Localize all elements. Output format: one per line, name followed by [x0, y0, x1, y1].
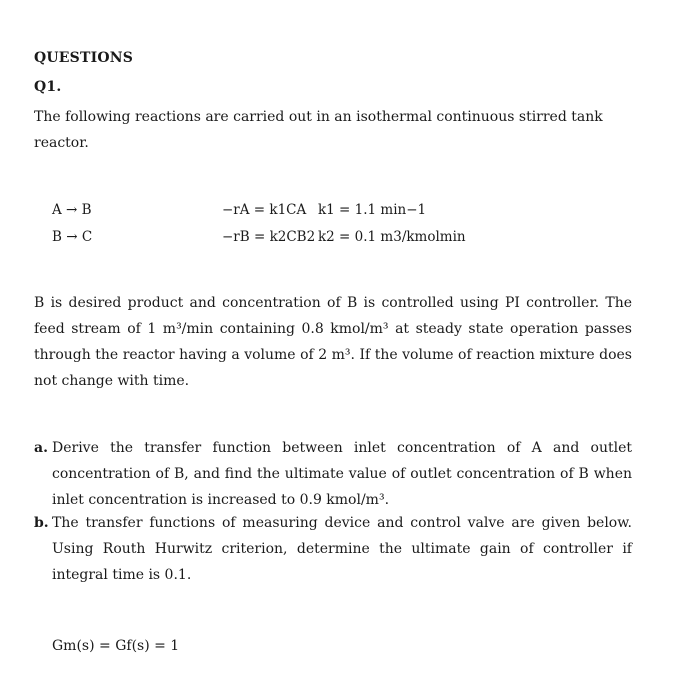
reaction-1 — [52, 202, 92, 218]
question-label: Q1. — [34, 79, 62, 95]
rate-law-1-text: −rA = k1CA — [222, 202, 307, 218]
rate-constant-2-text: k2 = 0.1 m3/kmolmin — [318, 229, 466, 245]
rate-constant-1-text: k1 = 1.1 min−1 — [318, 202, 427, 218]
part-a-label: a. — [34, 440, 48, 456]
part-b-label: b. — [34, 515, 49, 531]
heading: QUESTIONS — [34, 50, 134, 66]
description-paragraph: B is desired product and concentration of B is controlled using PI controller. The feed stream of 1 m³/min containing 0.8 kmol/m³ at steady state operation passes through the reactor having a volume of 2 m³. If the volume of reaction mixture does not change with time. — [34, 295, 632, 389]
rate-constant-1 — [318, 202, 426, 218]
intro-text: The following reactions are carried out in an isothermal continuous stirred tank reactor. — [34, 109, 603, 151]
final-equation: Gm(s) = Gf(s) = 1 — [52, 638, 180, 654]
reaction-1-equation: A → B — [52, 202, 92, 218]
part-a-text: Derive the transfer function between inlet concentration of A and outlet concentration of B, and find the ultimate value of outlet concentration of B when inlet concentration is increased to 0.9 kmol/m³. — [52, 440, 632, 508]
rate-law-1 — [222, 202, 306, 218]
rate-constant-2 — [318, 229, 466, 245]
rate-law-2 — [222, 229, 315, 245]
reaction-2 — [52, 229, 92, 245]
reaction-2-equation: B → C — [52, 229, 93, 245]
rate-law-2-text: −rB = k2CB2 — [222, 229, 316, 245]
part-b-text: The transfer functions of measuring device and control valve are given below. Using Routh Hurwitz criterion, determine the ultimate gain of controller if integral time is 0.1. — [52, 515, 632, 583]
